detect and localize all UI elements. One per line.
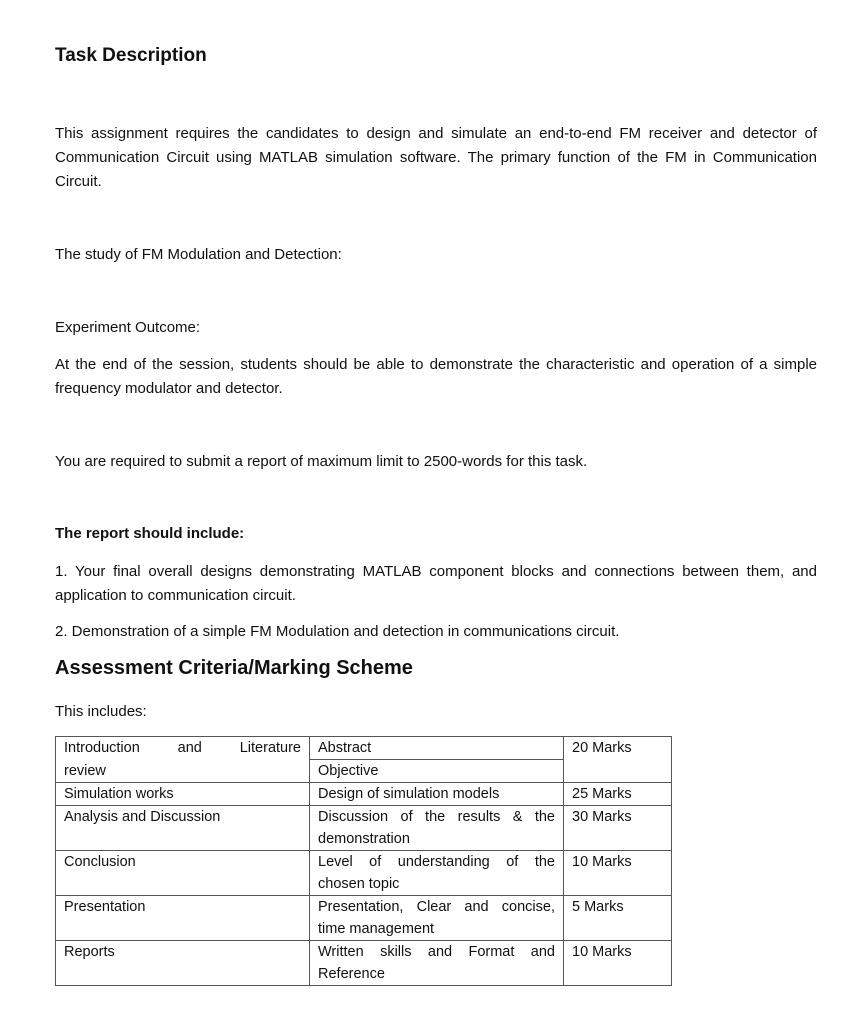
marking-scheme-table <box>55 736 672 986</box>
outcome-text: At the end of the session, students should be able to demonstrate the characteristic and operation of a simple frequency modulator and detector. <box>55 356 817 397</box>
include-heading: The report should include: <box>55 525 245 542</box>
marks-cell: 30 Marks <box>564 806 672 851</box>
section-cell: Introduction and Literature <box>56 737 310 760</box>
table-row <box>56 941 672 986</box>
marks-cell: 25 Marks <box>564 783 672 806</box>
marks-cell: 10 Marks <box>564 851 672 896</box>
criteria-cell: Presentation, Clear and concise, time management <box>310 896 564 941</box>
marks-cell: 20 Marks <box>564 737 672 783</box>
section-cell: Reports <box>56 941 310 986</box>
outcome-label: Experiment Outcome: <box>55 319 201 336</box>
section-cell: review <box>56 760 310 783</box>
section-cell: Analysis and Discussion <box>56 806 310 851</box>
section-cell: Presentation <box>56 896 310 941</box>
table-row <box>56 806 672 851</box>
section-cell: Simulation works <box>56 783 310 806</box>
table-row <box>56 783 672 806</box>
criteria-cell: Written skills and Format and Reference <box>310 941 564 986</box>
criteria-cell: Objective <box>310 760 564 783</box>
table-row <box>56 851 672 896</box>
section-cell: Conclusion <box>56 851 310 896</box>
study-line: The study of FM Modulation and Detection: <box>55 246 342 263</box>
includes-label: This includes: <box>55 703 147 720</box>
criteria-cell: Discussion of the results & the demonstration <box>310 806 564 851</box>
assessment-heading: Assessment Criteria/Marking Scheme <box>55 657 413 679</box>
intro-paragraph: This assignment requires the candidates to design and simulate an end-to-end FM receiver and detector of Communication Circuit using MATLAB simulation software. The primary function of the FM in Communication Circuit. <box>55 125 817 190</box>
marks-cell: 10 Marks <box>564 941 672 986</box>
table-row <box>56 737 672 760</box>
criteria-cell: Abstract <box>310 737 564 760</box>
marks-cell: 5 Marks <box>564 896 672 941</box>
table-row <box>56 896 672 941</box>
task-description-heading: Task Description <box>55 45 207 66</box>
criteria-cell: Level of understanding of the chosen topic <box>310 851 564 896</box>
include-item: 2. Demonstration of a simple FM Modulation and detection in communications circuit. <box>55 623 620 640</box>
include-item: 1. Your final overall designs demonstrating MATLAB component blocks and connections between them, and application to communication circuit. <box>55 563 817 604</box>
criteria-cell: Design of simulation models <box>310 783 564 806</box>
report-requirement: You are required to submit a report of maximum limit to 2500-words for this task. <box>55 453 588 470</box>
